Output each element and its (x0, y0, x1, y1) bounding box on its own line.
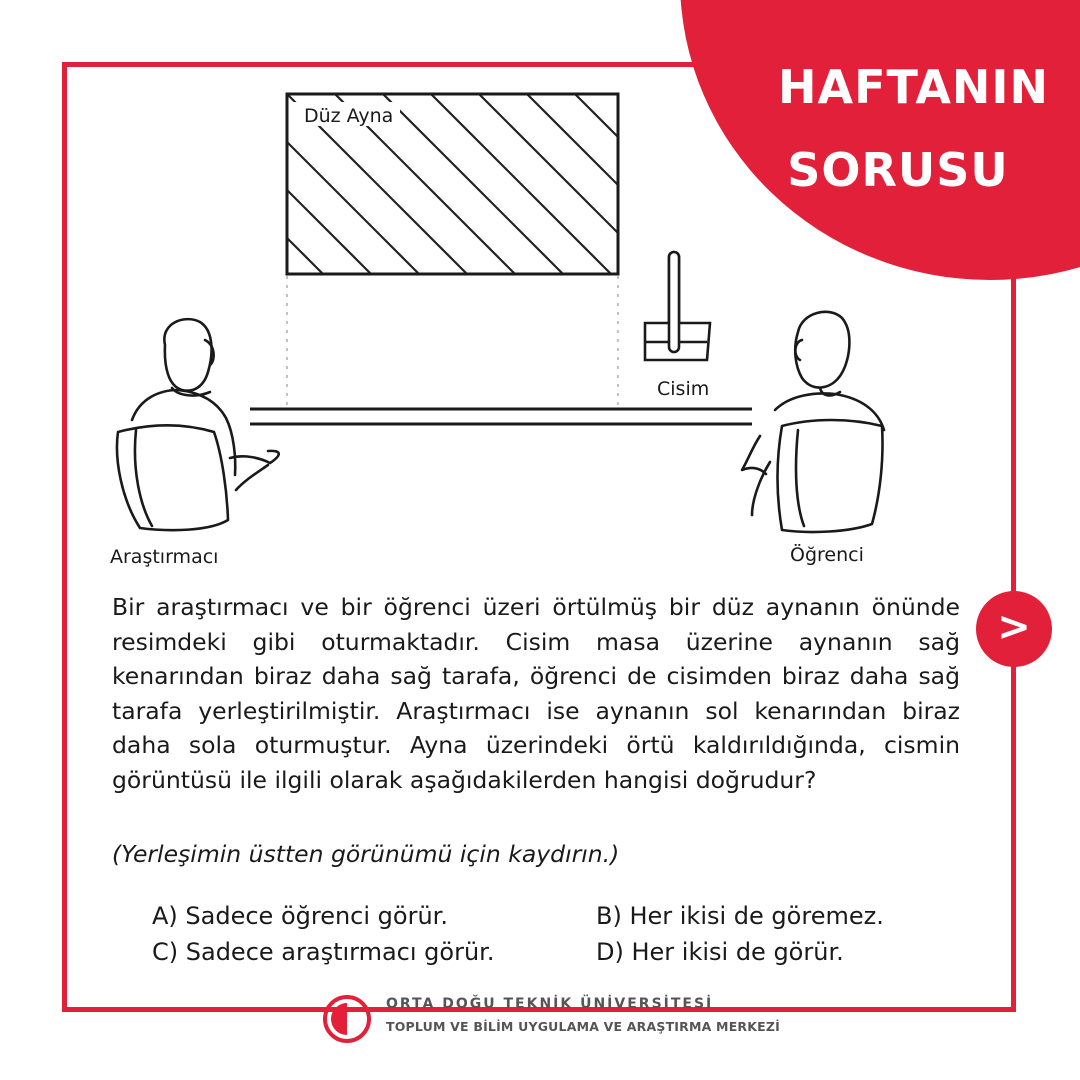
mirror-label: Düz Ayna (304, 105, 394, 127)
university-logo-icon (322, 994, 372, 1044)
option-d[interactable]: D) Her ikisi de görür. (596, 938, 844, 966)
table (250, 409, 752, 424)
header-title-line1: HAFTANIN (778, 60, 1050, 114)
option-c[interactable]: C) Sadece araştırmacı görür. (152, 938, 495, 966)
mirror-guides (287, 276, 618, 410)
question-hint: (Yerleşimin üstten görünümü için kaydırın.) (112, 840, 620, 868)
object-label: Cisim (657, 378, 710, 400)
next-button[interactable]: > (976, 591, 1052, 667)
option-b[interactable]: B) Her ikisi de göremez. (596, 902, 884, 930)
header-title-line2: SORUSU (787, 143, 1009, 197)
researcher-label: Araştırmacı (110, 546, 219, 568)
student-icon (742, 312, 884, 532)
question-text: Bir araştırmacı ve bir öğrenci üzeri örtülmüş bir düz aynanın önünde resimdeki gibi oturmaktadır. Cisim masa üzerine aynanın sağ kenarından biraz daha sağ tarafa, öğrenci de cisimden biraz daha sağ tarafa yerleştirilmiştir. Araştırmacı ise aynanın sol kenarından biraz daha sola oturmuştur. Ayna üzerindeki örtü kaldırıldığında, cismin görüntüsü ile ilgili olarak aşağıdakilerden hangisi doğrudur? (112, 593, 960, 794)
org-department: TOPLUM VE BİLİM UYGULAMA VE ARAŞTIRMA MERKEZİ (386, 1019, 780, 1034)
mirror (143, 94, 755, 274)
option-a[interactable]: A) Sadece öğrenci görür. (152, 902, 448, 930)
org-name: ORTA DOĞU TEKNİK ÜNİVERSİTESİ (386, 996, 714, 1012)
object-icon (645, 252, 710, 360)
student-label: Öğrenci (790, 544, 864, 566)
